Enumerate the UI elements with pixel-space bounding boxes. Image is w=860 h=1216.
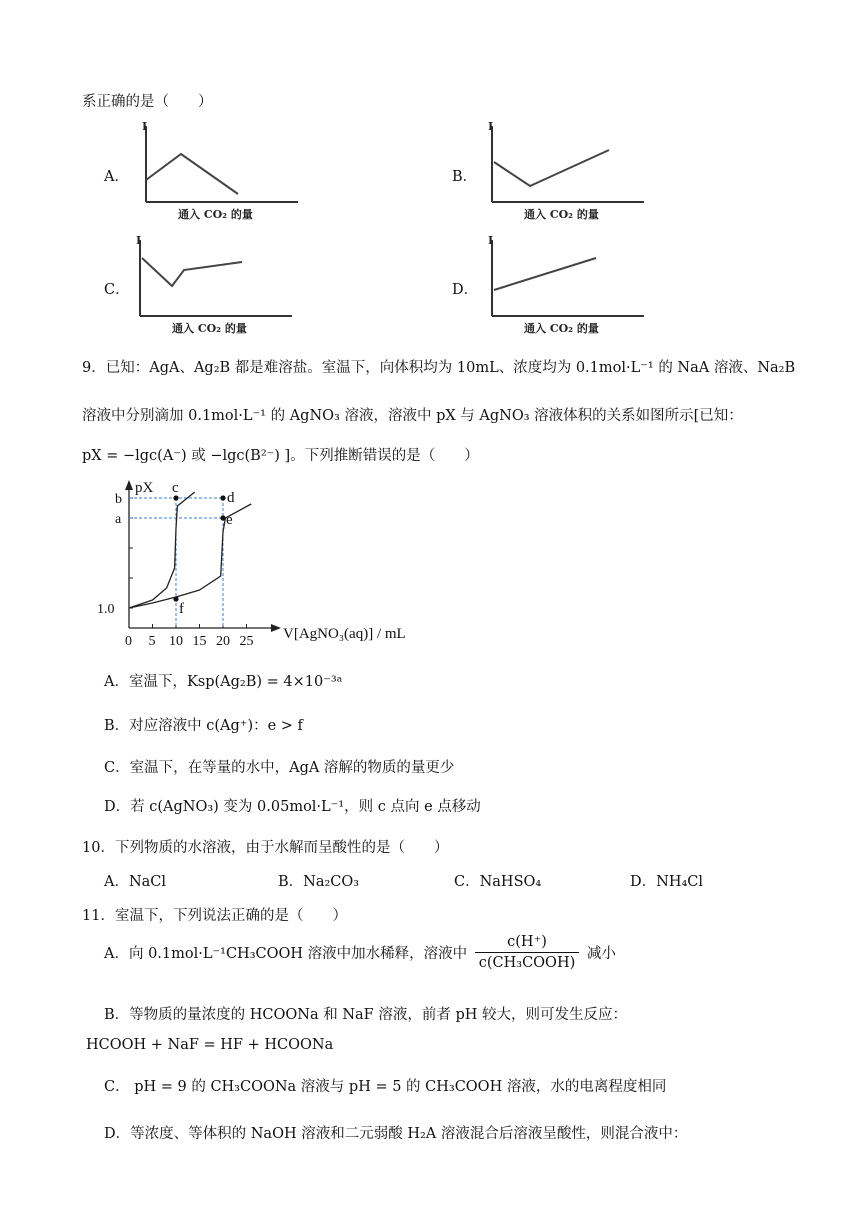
point-d-label: d — [227, 490, 235, 506]
x-tick-label: 5 — [148, 634, 156, 649]
q8-option-a-label: A． — [104, 169, 129, 185]
x-axis-title: V[AgNO₃(aq)] / mL — [283, 626, 406, 642]
q9-stem-line2: 溶液中分别滴加 0.1mol·L⁻¹ 的 AgNO₃ 溶液，溶液中 pX 与 AgNO₃ 溶液体积的关系如图所示[已知： — [82, 408, 743, 424]
x-label: 通入 CO₂ 的量 — [172, 322, 247, 335]
fraction-numerator: c(H⁺) — [475, 934, 580, 953]
q10-option-b: B．Na₂CO₃ — [278, 874, 360, 890]
q11-option-a-fraction — [475, 934, 580, 971]
x-tick-label: 20 — [216, 634, 230, 649]
q11-option-b-line1: B．等物质的量浓度的 HCOONa 和 NaF 溶液，前者 pH 较大，则可发生反应： — [104, 1007, 627, 1023]
point-f — [173, 596, 178, 601]
point-d — [220, 495, 225, 500]
q9-option-a: A．室温下，Ksp(Ag₂B) = 4×10⁻³ᵃ — [104, 674, 343, 690]
q8-option-b-label: B． — [452, 169, 478, 185]
q8-option-c-graph — [132, 232, 302, 337]
q9-stem-line1: 9．已知：AgA、Ag₂B 都是难溶盐。室温下，向体积均为 10mL、浓度均为 0.1mol·L⁻¹ 的 NaA 溶液、Na₂B — [82, 360, 796, 376]
q8-option-a-graph — [138, 118, 308, 223]
q9-option-c: C．室温下，在等量的水中，AgA 溶解的物质的量更少 — [104, 760, 455, 776]
y-axis-title: pX — [135, 480, 154, 496]
q8-option-d-label: D． — [452, 282, 479, 298]
q9-chart — [95, 478, 455, 648]
x-label: 通入 CO₂ 的量 — [178, 208, 253, 221]
y-label: I — [142, 120, 148, 133]
y-label: I — [488, 120, 494, 133]
q8-option-b-graph — [484, 118, 654, 223]
x-tick-label: 15 — [192, 634, 207, 649]
point-f-label: f — [179, 601, 184, 617]
curve — [142, 258, 242, 286]
q10-option-a: A．NaCl — [104, 874, 167, 890]
q10-option-d: D．NH₄Cl — [630, 874, 704, 890]
curve — [494, 150, 609, 186]
x-label: 通入 CO₂ 的量 — [524, 208, 599, 221]
q8-stem-tail: 系正确的是（ ） — [82, 94, 213, 110]
curve — [146, 154, 238, 194]
q8-option-c-label: C． — [104, 282, 130, 298]
series-2-curve — [129, 504, 251, 608]
point-c — [173, 495, 178, 500]
point-c-label: c — [172, 480, 179, 496]
q11-option-c: C． pH = 9 的 CH₃COONa 溶液与 pH = 5 的 CH₃COOH 溶液，水的电离程度相同 — [104, 1079, 667, 1095]
y-tick-label: b — [115, 492, 122, 507]
point-e — [220, 515, 225, 520]
y-label: I — [136, 234, 142, 247]
q11-option-b-line2: HCOOH + NaF = HF + HCOONa — [86, 1037, 334, 1053]
x-tick-label: 25 — [239, 634, 254, 649]
q10-stem: 10．下列物质的水溶液，由于水解而呈酸性的是（ ） — [82, 840, 449, 856]
q11-option-a-text: A．向 0.1mol·L⁻¹CH₃COOH 溶液中加水稀释，溶液中 — [104, 946, 468, 962]
x-label: 通入 CO₂ 的量 — [524, 322, 599, 335]
y-tick-label: 1.0 — [97, 602, 115, 617]
q8-option-d-graph — [484, 232, 654, 337]
x-axis-arrow — [271, 624, 281, 632]
q9-option-b: B．对应溶液中 c(Ag⁺)：e > f — [104, 718, 303, 734]
curve — [494, 258, 596, 290]
q11-option-d: D．等浓度、等体积的 NaOH 溶液和二元弱酸 H₂A 溶液混合后溶液呈酸性，则混合液中： — [104, 1126, 688, 1142]
fraction-denominator: c(CH₃COOH) — [478, 955, 576, 971]
y-axis-arrow — [125, 480, 133, 490]
x-tick-label: 0 — [125, 634, 132, 649]
q11-stem: 11．室温下，下列说法正确的是（ ） — [82, 908, 347, 924]
series-1-curve — [129, 492, 195, 608]
y-tick-label: a — [115, 512, 122, 527]
q9-option-d: D．若 c(AgNO₃) 变为 0.05mol·L⁻¹，则 c 点向 e 点移动 — [104, 799, 481, 815]
q11-option-a-tail: 减小 — [586, 946, 616, 962]
x-tick-label: 10 — [169, 634, 183, 649]
q10-option-c: C．NaHSO₄ — [454, 874, 542, 890]
q11-option-a — [104, 934, 616, 971]
y-label: I — [488, 234, 494, 247]
point-e-label: e — [226, 512, 233, 528]
q9-stem-line3: pX = −lgc(A⁻) 或 −lgc(B²⁻) ]。下列推断错误的是（ ） — [82, 448, 479, 464]
